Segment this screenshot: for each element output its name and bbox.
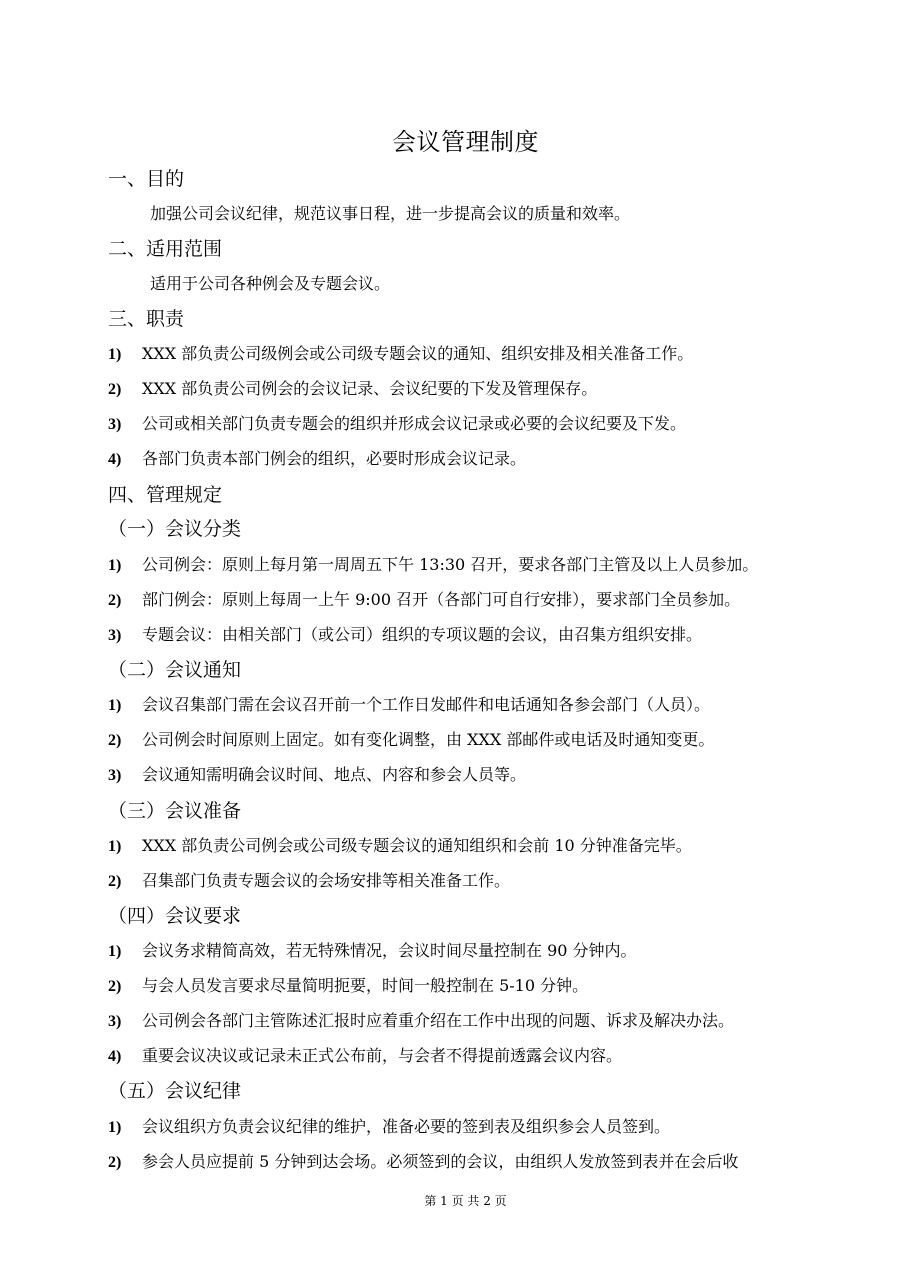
list-item-number: 1) (108, 943, 122, 960)
list-item-text: 各部门负责本部门例会的组织，必要时形成会议记录。 (142, 449, 527, 468)
list-item-text: XXX 部负责公司例会的会议记录、会议纪要的下发及管理保存。 (142, 379, 598, 398)
list-item-text: 会议召集部门需在会议召开前一个工作日发邮件和电话通知各参会部门（人员）。 (142, 695, 711, 714)
list-item (108, 1008, 838, 1035)
subsection-heading-preparation: （三）会议准备 (108, 800, 242, 822)
list-item (108, 1114, 838, 1141)
list-item-number: 2) (108, 592, 122, 609)
list-item-text: 专题会议：由相关部门（或公司）组织的专项议题的会议，由召集方组织安排。 (142, 625, 703, 644)
list-item-text: 公司例会各部门主管陈述汇报时应着重介绍在工作中出现的问题、诉求及解决办法。 (142, 1011, 735, 1030)
list-item-text: 公司例会时间原则上固定。如有变化调整，由 XXX 部邮件或电话及时通知变更。 (142, 730, 715, 749)
list-item-number: 4) (108, 451, 122, 468)
list-item-number: 3) (108, 416, 122, 433)
list-item (108, 938, 838, 965)
list-item-text: 召集部门负责专题会议的会场安排等相关准备工作。 (142, 871, 511, 890)
list-item (108, 692, 838, 719)
list-item-number: 1) (108, 1119, 122, 1136)
subsection-heading-notice: （二）会议通知 (108, 659, 242, 681)
list-item-text: XXX 部负责公司例会或公司级专题会议的通知组织和会前 10 分钟准备完毕。 (142, 836, 692, 855)
list-item-text: 重要会议决议或记录未正式公布前，与会者不得提前透露会议内容。 (142, 1046, 623, 1065)
list-item (108, 411, 838, 438)
list-item (108, 552, 838, 579)
list-item (108, 868, 838, 895)
list-item (108, 973, 838, 1000)
list-item-number: 1) (108, 838, 122, 855)
subsection-heading-discipline: （五）会议纪律 (108, 1080, 242, 1102)
list-item-number: 2) (108, 732, 122, 749)
section-heading-duties: 三、职责 (108, 308, 185, 330)
list-item (108, 376, 838, 403)
purpose-text: 加强公司会议纪律，规范议事日程，进一步提高会议的质量和效率。 (150, 204, 631, 223)
section-heading-rules: 四、管理规定 (108, 484, 223, 506)
list-item (108, 1043, 838, 1070)
list-item-number: 3) (108, 1013, 122, 1030)
page-footer: 第 1 页 共 2 页 (424, 1194, 507, 1208)
list-item-text: 会议组织方负责会议纪律的维护，准备必要的签到表及组织参会人员签到。 (142, 1117, 671, 1136)
list-item-number: 1) (108, 697, 122, 714)
list-item (108, 762, 838, 789)
section-heading-scope: 二、适用范围 (108, 238, 223, 260)
list-item-text: XXX 部负责公司级例会或公司级专题会议的通知、组织安排及相关准备工作。 (142, 344, 694, 363)
list-item-number: 2) (108, 873, 122, 890)
list-item (108, 833, 838, 860)
list-item-text: 公司或相关部门负责专题会的组织并形成会议记录或必要的会议纪要及下发。 (142, 414, 687, 433)
section-heading-purpose: 一、目的 (108, 168, 185, 190)
list-item-text: 参会人员应提前 5 分钟到达会场。必须签到的会议，由组织人发放签到表并在会后收 (142, 1152, 739, 1171)
list-item-number: 3) (108, 627, 122, 644)
list-item-number: 2) (108, 978, 122, 995)
list-item-text: 会议务求精简高效，若无特殊情况，会议时间尽量控制在 90 分钟内。 (142, 941, 637, 960)
list-item-text: 公司例会：原则上每月第一周周五下午 13:30 召开，要求各部门主管及以上人员参加。 (142, 555, 759, 574)
list-item (108, 341, 838, 368)
subsection-heading-requirements: （四）会议要求 (108, 905, 242, 927)
list-item-number: 1) (108, 346, 122, 363)
list-item-text: 部门例会：原则上每周一上午 9:00 召开（各部门可自行安排），要求部门全员参加。 (142, 590, 741, 609)
scope-text: 适用于公司各种例会及专题会议。 (150, 274, 391, 293)
list-item (108, 1149, 838, 1176)
list-item-number: 3) (108, 767, 122, 784)
list-item-text: 与会人员发言要求尽量简明扼要，时间一般控制在 5-10 分钟。 (142, 976, 589, 995)
list-item (108, 587, 838, 614)
list-item (108, 727, 838, 754)
list-item-number: 2) (108, 381, 122, 398)
list-item-number: 4) (108, 1048, 122, 1065)
list-item-number: 1) (108, 557, 122, 574)
page-title: 会议管理制度 (392, 128, 539, 156)
list-item (108, 622, 838, 649)
list-item-number: 2) (108, 1154, 122, 1171)
list-item (108, 446, 838, 473)
list-item-text: 会议通知需明确会议时间、地点、内容和参会人员等。 (142, 765, 527, 784)
subsection-heading-classification: （一）会议分类 (108, 518, 242, 540)
